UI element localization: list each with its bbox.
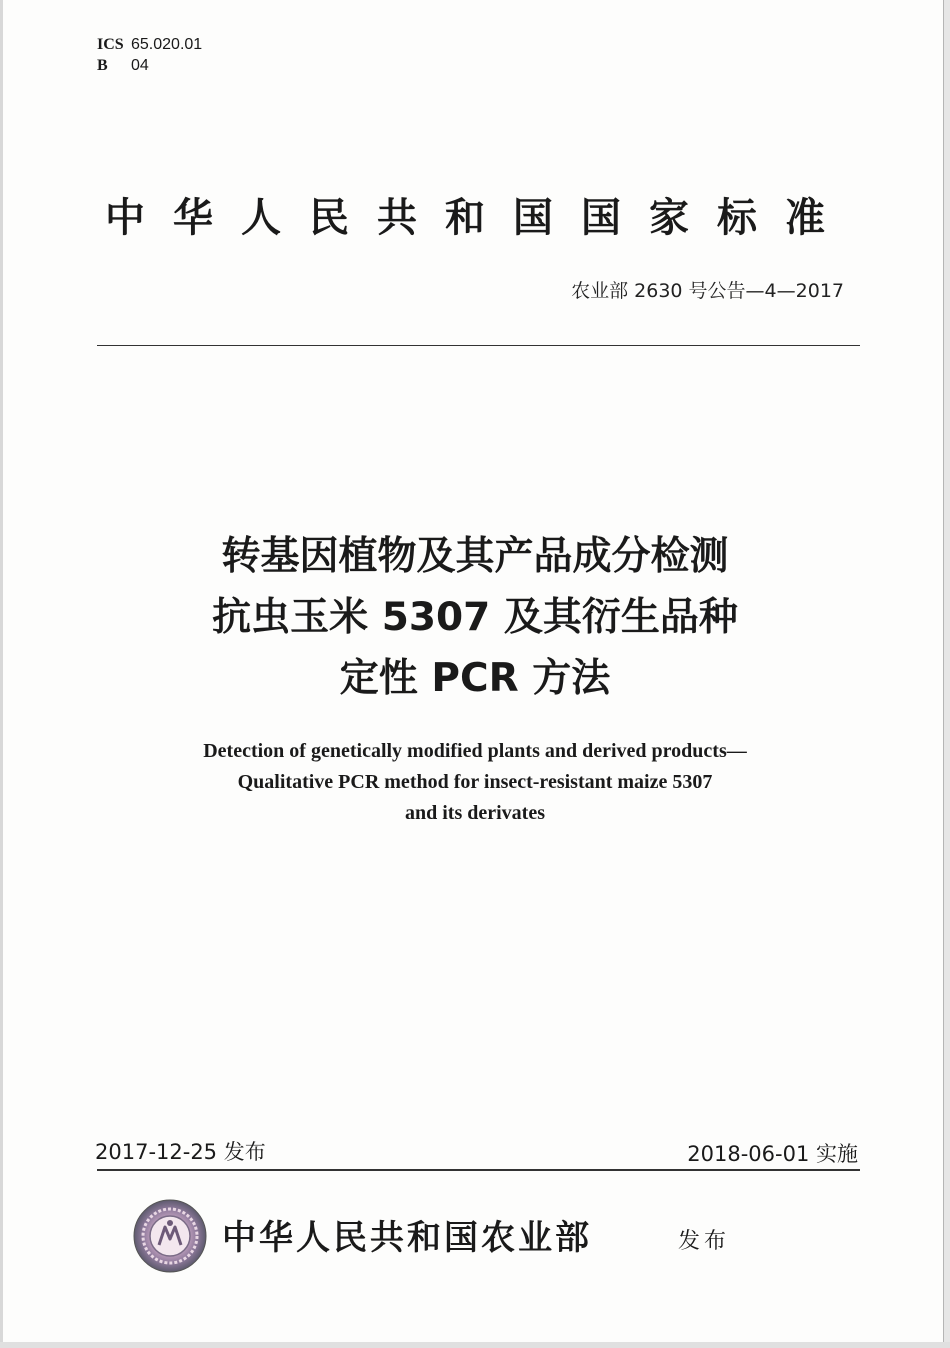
issuing-authority: 中华人民共和国农业部 (222, 1218, 592, 1258)
english-title-line-3: and its derivates (405, 802, 545, 824)
ccs-value: 04 (131, 57, 149, 74)
scan-border-bottom (0, 1342, 950, 1348)
chinese-title-line-1: 转基因植物及其产品成分检测 (221, 534, 729, 579)
chinese-title-line-3: 定性 PCR 方法 (339, 656, 611, 701)
chinese-title-line-2: 抗虫玉米 5307 及其衍生品种 (212, 595, 738, 640)
english-title (0, 736, 950, 829)
standard-number: 农业部 2630 号公告—4—2017 (571, 280, 844, 302)
ministry-emblem-icon (133, 1199, 207, 1273)
standard-type-heading: 中华人民共和国国家标准 (105, 195, 853, 241)
effective-date: 2018-06-01 实施 (687, 1142, 858, 1166)
english-title-line-2: Qualitative PCR method for insect-resistant maize 5307 (237, 771, 713, 793)
ics-label: ICS (97, 36, 124, 53)
bottom-divider (97, 1169, 860, 1171)
ics-code-row (97, 34, 202, 55)
chinese-title (0, 526, 950, 709)
issue-date: 2017-12-25 发布 (95, 1140, 266, 1164)
ccs-code-row (97, 55, 202, 76)
ccs-label: B (97, 57, 108, 74)
issuing-authority-suffix: 发布 (678, 1229, 731, 1254)
english-title-line-1: Detection of genetically modified plants and derived products— (203, 740, 747, 762)
classification-codes (97, 34, 202, 76)
top-divider (97, 345, 860, 346)
ics-value: 65.020.01 (131, 36, 203, 53)
